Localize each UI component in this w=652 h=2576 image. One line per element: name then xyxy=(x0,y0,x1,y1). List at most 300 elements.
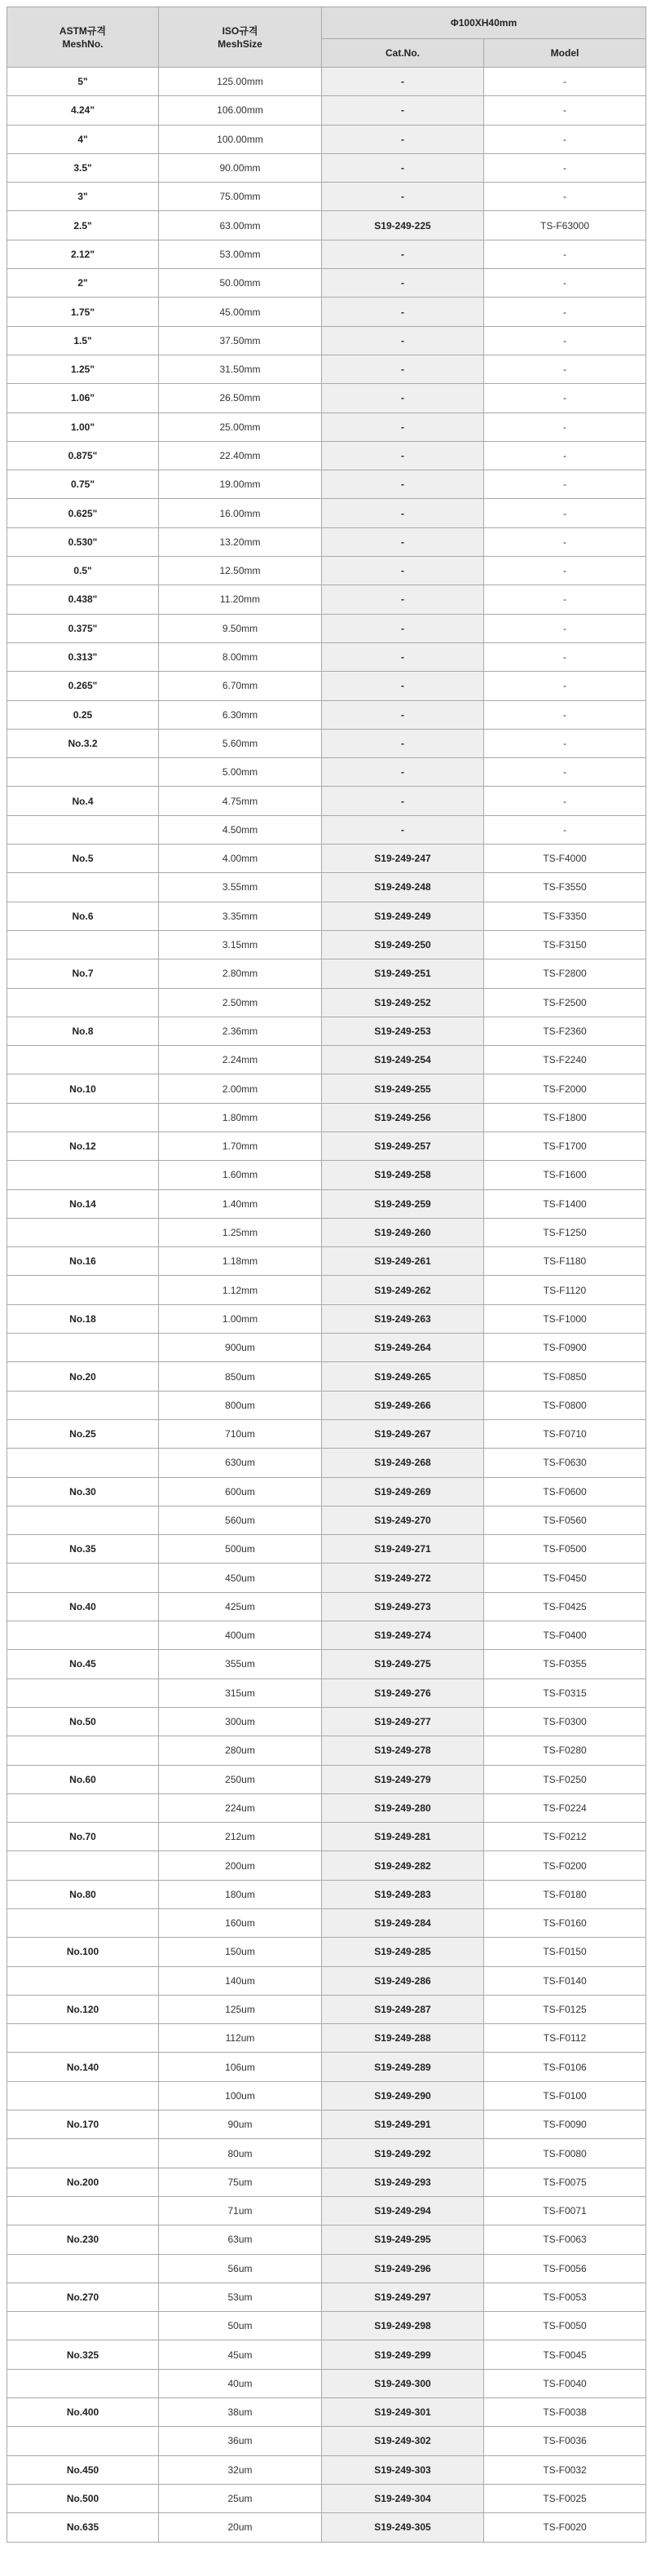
table-row xyxy=(7,1391,646,1419)
iso-cell: 3.55mm xyxy=(159,873,322,902)
iso-cell: 56um xyxy=(159,2254,322,2283)
astm-cell xyxy=(7,1046,159,1074)
table-row xyxy=(7,2225,646,2254)
sieve-spec-table xyxy=(7,7,646,2543)
astm-cell: No.140 xyxy=(7,2053,159,2081)
astm-cell: No.12 xyxy=(7,1131,159,1160)
astm-cell: No.400 xyxy=(7,2398,159,2427)
astm-cell xyxy=(7,2312,159,2340)
model-cell: TS-F0560 xyxy=(484,1506,646,1534)
astm-cell: No.200 xyxy=(7,2168,159,2196)
cat-no-cell: - xyxy=(322,240,484,268)
model-cell: TS-F0036 xyxy=(484,2427,646,2455)
model-cell: TS-F0160 xyxy=(484,1909,646,1938)
table-row xyxy=(7,1131,646,1160)
table-row xyxy=(7,1938,646,1966)
iso-cell: 4.50mm xyxy=(159,815,322,844)
iso-cell: 800um xyxy=(159,1391,322,1419)
astm-cell: No.20 xyxy=(7,1362,159,1391)
cat-no-cell: S19-249-290 xyxy=(322,2081,484,2110)
model-cell: - xyxy=(484,585,646,614)
cat-no-cell: S19-249-286 xyxy=(322,1966,484,1995)
iso-cell: 224um xyxy=(159,1793,322,1822)
cat-no-cell: - xyxy=(322,298,484,326)
astm-cell: 1.75" xyxy=(7,298,159,326)
astm-cell: No.5 xyxy=(7,845,159,873)
model-header: Model xyxy=(484,39,646,68)
table-row xyxy=(7,1103,646,1131)
table-row xyxy=(7,355,646,383)
model-cell: TS-F0071 xyxy=(484,2196,646,2225)
iso-cell: 280um xyxy=(159,1736,322,1765)
iso-cell: 200um xyxy=(159,1851,322,1880)
model-cell: TS-F63000 xyxy=(484,211,646,240)
cat-no-cell: S19-249-259 xyxy=(322,1189,484,1218)
astm-cell: No.35 xyxy=(7,1535,159,1564)
table-row xyxy=(7,557,646,585)
table-row xyxy=(7,988,646,1017)
iso-cell: 106um xyxy=(159,2053,322,2081)
iso-cell: 9.50mm xyxy=(159,614,322,642)
cat-no-cell: S19-249-291 xyxy=(322,2111,484,2139)
iso-cell: 90um xyxy=(159,2111,322,2139)
iso-cell: 31.50mm xyxy=(159,355,322,383)
astm-cell: No.60 xyxy=(7,1765,159,1793)
cat-no-cell: - xyxy=(322,700,484,729)
table-row xyxy=(7,2369,646,2397)
cat-no-cell: S19-249-302 xyxy=(322,2427,484,2455)
cat-no-cell: - xyxy=(322,384,484,412)
astm-cell: 3.5" xyxy=(7,153,159,182)
astm-cell xyxy=(7,1161,159,1189)
astm-cell: 3" xyxy=(7,183,159,211)
cat-no-cell: S19-249-300 xyxy=(322,2369,484,2397)
iso-cell: 63um xyxy=(159,2225,322,2254)
model-cell: TS-F0038 xyxy=(484,2398,646,2427)
astm-cell: 2" xyxy=(7,269,159,298)
iso-cell: 1.18mm xyxy=(159,1247,322,1276)
cat-no-cell: - xyxy=(322,815,484,844)
table-row xyxy=(7,2254,646,2283)
astm-cell xyxy=(7,930,159,959)
cat-no-cell: - xyxy=(322,412,484,441)
table-row xyxy=(7,298,646,326)
model-cell: TS-F0224 xyxy=(484,1793,646,1822)
iso-cell: 160um xyxy=(159,1909,322,1938)
cat-no-cell: S19-249-257 xyxy=(322,1131,484,1160)
iso-cell: 50.00mm xyxy=(159,269,322,298)
table-row xyxy=(7,412,646,441)
cat-no-cell: S19-249-253 xyxy=(322,1017,484,1045)
table-row xyxy=(7,1564,646,1592)
model-cell: TS-F0140 xyxy=(484,1966,646,1995)
model-cell: TS-F0112 xyxy=(484,2024,646,2053)
model-cell: TS-F0180 xyxy=(484,1880,646,1908)
cat-no-cell: - xyxy=(322,729,484,757)
astm-cell xyxy=(7,2254,159,2283)
iso-cell: 140um xyxy=(159,1966,322,1995)
table-row xyxy=(7,2340,646,2369)
model-cell: - xyxy=(484,269,646,298)
model-cell: TS-F0090 xyxy=(484,2111,646,2139)
iso-cell: 1.00mm xyxy=(159,1304,322,1333)
model-cell: TS-F0053 xyxy=(484,2283,646,2311)
table-row xyxy=(7,2455,646,2484)
table-row xyxy=(7,1995,646,2023)
table-row xyxy=(7,183,646,211)
model-cell: TS-F0125 xyxy=(484,1995,646,2023)
table-row xyxy=(7,1592,646,1621)
model-cell: - xyxy=(484,700,646,729)
iso-cell: 12.50mm xyxy=(159,557,322,585)
cat-no-cell: - xyxy=(322,557,484,585)
cat-no-cell: S19-249-280 xyxy=(322,1793,484,1822)
astm-cell xyxy=(7,1851,159,1880)
astm-cell xyxy=(7,2369,159,2397)
astm-cell: No.50 xyxy=(7,1707,159,1736)
astm-cell xyxy=(7,1391,159,1419)
model-cell: TS-F1700 xyxy=(484,1131,646,1160)
iso-cell: 75.00mm xyxy=(159,183,322,211)
model-cell: TS-F0200 xyxy=(484,1851,646,1880)
iso-cell: 36um xyxy=(159,2427,322,2455)
model-cell: TS-F0106 xyxy=(484,2053,646,2081)
table-row xyxy=(7,2111,646,2139)
iso-cell: 500um xyxy=(159,1535,322,1564)
table-row xyxy=(7,96,646,125)
model-cell: TS-F0150 xyxy=(484,1938,646,1966)
table-row xyxy=(7,2427,646,2455)
astm-cell: No.325 xyxy=(7,2340,159,2369)
astm-cell xyxy=(7,2139,159,2168)
cat-no-cell: - xyxy=(322,355,484,383)
table-row xyxy=(7,326,646,355)
table-row xyxy=(7,2053,646,2081)
iso-cell: 1.80mm xyxy=(159,1103,322,1131)
model-cell: TS-F0025 xyxy=(484,2484,646,2512)
table-row xyxy=(7,1621,646,1650)
model-cell: - xyxy=(484,527,646,556)
cat-no-cell: S19-249-278 xyxy=(322,1736,484,1765)
cat-no-cell: S19-249-301 xyxy=(322,2398,484,2427)
cat-no-cell: - xyxy=(322,499,484,527)
model-cell: TS-F0100 xyxy=(484,2081,646,2110)
cat-no-cell: S19-249-261 xyxy=(322,1247,484,1276)
table-row xyxy=(7,240,646,268)
astm-cell xyxy=(7,988,159,1017)
cat-no-cell: S19-249-293 xyxy=(322,2168,484,2196)
table-row xyxy=(7,1966,646,1995)
model-cell: - xyxy=(484,642,646,671)
cat-no-cell: - xyxy=(322,758,484,787)
table-row xyxy=(7,2168,646,2196)
cat-no-cell: S19-249-270 xyxy=(322,1506,484,1534)
astm-cell: No.120 xyxy=(7,1995,159,2023)
cat-no-cell: S19-249-250 xyxy=(322,930,484,959)
model-cell: - xyxy=(484,787,646,815)
model-cell: TS-F1120 xyxy=(484,1276,646,1304)
iso-header-title: ISO규격 xyxy=(222,24,258,37)
astm-cell xyxy=(7,2427,159,2455)
cat-no-cell: S19-249-258 xyxy=(322,1161,484,1189)
model-cell: - xyxy=(484,96,646,125)
astm-cell xyxy=(7,1449,159,1477)
cat-no-cell: - xyxy=(322,527,484,556)
astm-cell xyxy=(7,1103,159,1131)
cat-no-cell: S19-249-284 xyxy=(322,1909,484,1938)
table-row xyxy=(7,527,646,556)
cat-no-cell: S19-249-256 xyxy=(322,1103,484,1131)
iso-cell: 2.36mm xyxy=(159,1017,322,1045)
model-cell: TS-F0020 xyxy=(484,2513,646,2542)
astm-cell: No.14 xyxy=(7,1189,159,1218)
model-cell: TS-F0500 xyxy=(484,1535,646,1564)
astm-cell: 0.375" xyxy=(7,614,159,642)
cat-no-cell: S19-249-266 xyxy=(322,1391,484,1419)
cat-no-cell: - xyxy=(322,183,484,211)
cat-no-cell: S19-249-295 xyxy=(322,2225,484,2254)
table-row xyxy=(7,758,646,787)
model-cell: TS-F0300 xyxy=(484,1707,646,1736)
table-row xyxy=(7,1218,646,1246)
iso-cell: 250um xyxy=(159,1765,322,1793)
model-cell: TS-F1800 xyxy=(484,1103,646,1131)
model-cell: TS-F0450 xyxy=(484,1564,646,1592)
cat-no-cell: S19-249-274 xyxy=(322,1621,484,1650)
astm-cell: No.7 xyxy=(7,959,159,988)
iso-cell: 150um xyxy=(159,1938,322,1966)
table-row xyxy=(7,1247,646,1276)
cat-no-cell: S19-249-254 xyxy=(322,1046,484,1074)
table-body xyxy=(7,68,646,2543)
astm-cell xyxy=(7,1506,159,1534)
table-row xyxy=(7,68,646,96)
cat-no-cell: S19-249-251 xyxy=(322,959,484,988)
iso-cell: 1.60mm xyxy=(159,1161,322,1189)
iso-cell: 2.24mm xyxy=(159,1046,322,1074)
model-cell: - xyxy=(484,672,646,700)
table-row xyxy=(7,614,646,642)
model-cell: TS-F0315 xyxy=(484,1678,646,1707)
model-cell: TS-F0355 xyxy=(484,1650,646,1678)
model-cell: TS-F0600 xyxy=(484,1477,646,1506)
model-cell: TS-F1180 xyxy=(484,1247,646,1276)
cat-no-cell: S19-249-303 xyxy=(322,2455,484,2484)
cat-no-cell: S19-249-282 xyxy=(322,1851,484,1880)
cat-no-cell: S19-249-281 xyxy=(322,1823,484,1851)
iso-cell: 19.00mm xyxy=(159,470,322,499)
model-cell: TS-F1600 xyxy=(484,1161,646,1189)
table-row xyxy=(7,2196,646,2225)
table-row xyxy=(7,873,646,902)
astm-cell xyxy=(7,1276,159,1304)
astm-cell: No.16 xyxy=(7,1247,159,1276)
model-cell: TS-F0080 xyxy=(484,2139,646,2168)
astm-cell: No.100 xyxy=(7,1938,159,1966)
cat-no-cell: S19-249-276 xyxy=(322,1678,484,1707)
model-cell: TS-F0630 xyxy=(484,1449,646,1477)
table-row xyxy=(7,729,646,757)
model-cell: TS-F0280 xyxy=(484,1736,646,1765)
table-row xyxy=(7,1506,646,1534)
astm-cell xyxy=(7,1334,159,1362)
table-row xyxy=(7,269,646,298)
table-row xyxy=(7,1074,646,1103)
iso-cell: 25um xyxy=(159,2484,322,2512)
table-row xyxy=(7,1535,646,1564)
iso-cell: 63.00mm xyxy=(159,211,322,240)
table-row xyxy=(7,1477,646,1506)
cat-no-cell: - xyxy=(322,125,484,153)
table-row xyxy=(7,642,646,671)
cat-no-cell: - xyxy=(322,787,484,815)
iso-cell: 32um xyxy=(159,2455,322,2484)
astm-cell: No.70 xyxy=(7,1823,159,1851)
iso-cell: 71um xyxy=(159,2196,322,2225)
iso-cell: 560um xyxy=(159,1506,322,1534)
iso-cell: 355um xyxy=(159,1650,322,1678)
cat-no-cell: S19-249-273 xyxy=(322,1592,484,1621)
cat-no-cell: S19-249-287 xyxy=(322,1995,484,2023)
cat-no-cell: - xyxy=(322,441,484,470)
cat-no-header: Cat.No. xyxy=(322,39,484,68)
astm-cell: 0.438" xyxy=(7,585,159,614)
table-row xyxy=(7,2283,646,2311)
astm-cell: No.230 xyxy=(7,2225,159,2254)
model-cell: - xyxy=(484,412,646,441)
iso-cell: 2.00mm xyxy=(159,1074,322,1103)
model-cell: - xyxy=(484,470,646,499)
model-cell: TS-F0050 xyxy=(484,2312,646,2340)
iso-cell: 100um xyxy=(159,2081,322,2110)
table-row xyxy=(7,1909,646,1938)
cat-no-cell: S19-249-264 xyxy=(322,1334,484,1362)
cat-no-cell: S19-249-277 xyxy=(322,1707,484,1736)
iso-cell: 50um xyxy=(159,2312,322,2340)
iso-cell: 16.00mm xyxy=(159,499,322,527)
table-row xyxy=(7,384,646,412)
iso-cell: 850um xyxy=(159,1362,322,1391)
model-cell: - xyxy=(484,815,646,844)
cat-no-cell: S19-249-275 xyxy=(322,1650,484,1678)
iso-cell: 40um xyxy=(159,2369,322,2397)
iso-cell: 106.00mm xyxy=(159,96,322,125)
cat-no-cell: S19-249-292 xyxy=(322,2139,484,2168)
iso-cell: 26.50mm xyxy=(159,384,322,412)
model-cell: - xyxy=(484,183,646,211)
model-cell: TS-F0063 xyxy=(484,2225,646,2254)
astm-cell: No.500 xyxy=(7,2484,159,2512)
table-row xyxy=(7,1823,646,1851)
model-cell: TS-F1000 xyxy=(484,1304,646,1333)
astm-cell xyxy=(7,1793,159,1822)
model-cell: TS-F0250 xyxy=(484,1765,646,1793)
cat-no-cell: - xyxy=(322,153,484,182)
astm-cell: 1.5" xyxy=(7,326,159,355)
iso-cell: 125.00mm xyxy=(159,68,322,96)
iso-cell: 4.75mm xyxy=(159,787,322,815)
astm-header-subtitle: MeshNo. xyxy=(62,37,104,50)
cat-no-cell: - xyxy=(322,672,484,700)
model-cell: - xyxy=(484,68,646,96)
iso-header-subtitle: MeshSize xyxy=(218,37,262,50)
cat-no-cell: S19-249-296 xyxy=(322,2254,484,2283)
model-cell: - xyxy=(484,557,646,585)
iso-cell: 5.00mm xyxy=(159,758,322,787)
iso-cell: 37.50mm xyxy=(159,326,322,355)
iso-cell: 13.20mm xyxy=(159,527,322,556)
cat-no-cell: - xyxy=(322,585,484,614)
table-row xyxy=(7,125,646,153)
iso-cell: 315um xyxy=(159,1678,322,1707)
model-cell: TS-F0400 xyxy=(484,1621,646,1650)
cat-no-cell: S19-249-269 xyxy=(322,1477,484,1506)
astm-cell: 5" xyxy=(7,68,159,96)
table-row xyxy=(7,1678,646,1707)
cat-no-cell: - xyxy=(322,269,484,298)
table-row xyxy=(7,1362,646,1391)
cat-no-cell: S19-249-283 xyxy=(322,1880,484,1908)
cat-no-cell: S19-249-294 xyxy=(322,2196,484,2225)
iso-cell: 53.00mm xyxy=(159,240,322,268)
model-cell: TS-F2360 xyxy=(484,1017,646,1045)
astm-cell: 2.12" xyxy=(7,240,159,268)
cat-no-cell: S19-249-265 xyxy=(322,1362,484,1391)
model-cell: TS-F0212 xyxy=(484,1823,646,1851)
model-cell: TS-F2500 xyxy=(484,988,646,1017)
cat-no-cell: S19-249-285 xyxy=(322,1938,484,1966)
iso-cell: 75um xyxy=(159,2168,322,2196)
cat-no-cell: S19-249-299 xyxy=(322,2340,484,2369)
cat-no-cell: - xyxy=(322,614,484,642)
table-row xyxy=(7,1449,646,1477)
astm-cell: No.80 xyxy=(7,1880,159,1908)
astm-cell xyxy=(7,1621,159,1650)
astm-cell: No.30 xyxy=(7,1477,159,1506)
iso-cell: 425um xyxy=(159,1592,322,1621)
model-cell: TS-F1400 xyxy=(484,1189,646,1218)
model-cell: TS-F3550 xyxy=(484,873,646,902)
iso-cell: 38um xyxy=(159,2398,322,2427)
cat-no-cell: S19-249-298 xyxy=(322,2312,484,2340)
size-group-header: Φ100XH40mm xyxy=(322,7,646,39)
iso-cell: 53um xyxy=(159,2283,322,2311)
astm-cell xyxy=(7,815,159,844)
model-cell: TS-F2000 xyxy=(484,1074,646,1103)
iso-cell: 2.80mm xyxy=(159,959,322,988)
table-row xyxy=(7,672,646,700)
model-cell: TS-F2800 xyxy=(484,959,646,988)
astm-cell: No.450 xyxy=(7,2455,159,2484)
table-row xyxy=(7,1880,646,1908)
cat-no-cell: S19-249-260 xyxy=(322,1218,484,1246)
iso-cell: 100.00mm xyxy=(159,125,322,153)
table-row xyxy=(7,1419,646,1448)
astm-cell: No.40 xyxy=(7,1592,159,1621)
astm-cell: 2.5" xyxy=(7,211,159,240)
astm-header xyxy=(7,7,159,68)
model-cell: TS-F0425 xyxy=(484,1592,646,1621)
astm-cell: 0.25 xyxy=(7,700,159,729)
header-row-top xyxy=(7,7,646,39)
cat-no-cell: - xyxy=(322,642,484,671)
model-cell: TS-F3150 xyxy=(484,930,646,959)
cat-no-cell: - xyxy=(322,326,484,355)
astm-cell: No.45 xyxy=(7,1650,159,1678)
astm-cell xyxy=(7,1564,159,1592)
model-cell: - xyxy=(484,326,646,355)
iso-cell: 45.00mm xyxy=(159,298,322,326)
